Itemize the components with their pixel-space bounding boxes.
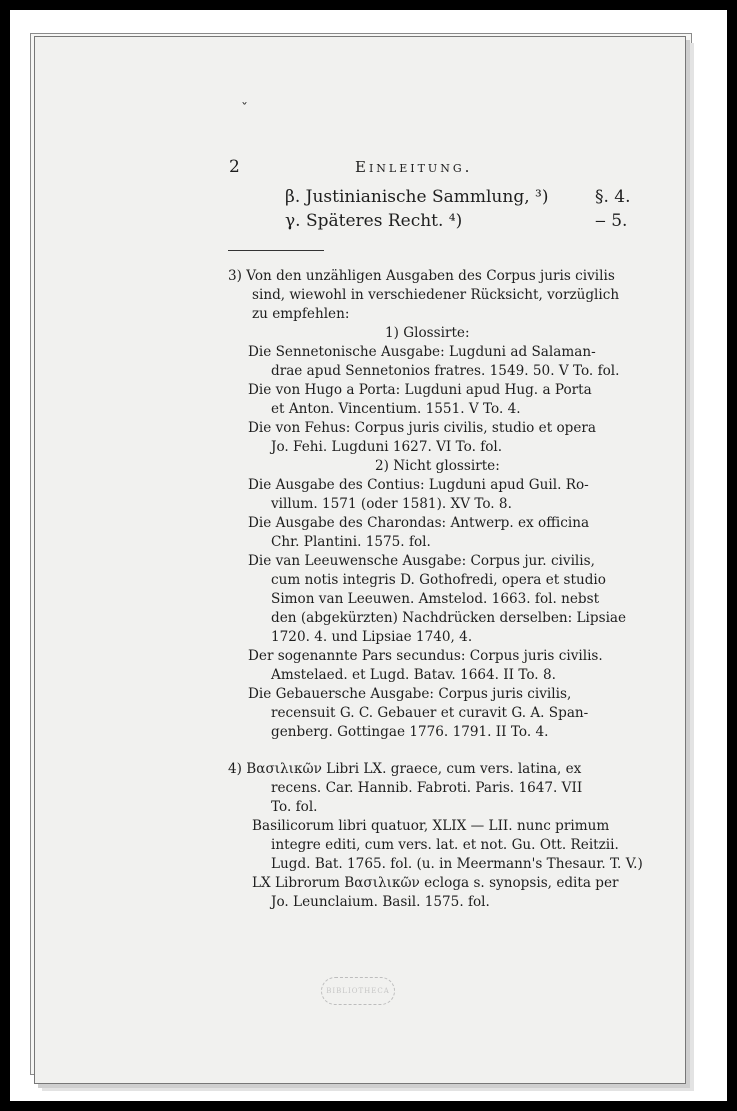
entry-line: drae apud Sennetonios fratres. 1549. 50. V To. fol. [271,363,620,379]
subheading-glossed: 1) Glossirte: [385,325,470,341]
entry-line: Die von Fehus: Corpus juris civilis, studio et opera [248,420,597,436]
entry-line: Die Ausgabe des Contius: Lugduni apud Guil. Ro- [248,477,589,493]
toc-line-text: β. Justinianische Sammlung, ³) [285,187,549,207]
footnote-4-line: To. fol. [271,799,318,815]
subheading-unglossed: 2) Nicht glossirte: [375,458,500,474]
page-number: 2 [229,157,240,177]
entry-line: den (abgekürzten) Nachdrücken derselben: Lipsiae [271,610,627,626]
entry-line: Die Sennetonische Ausgabe: Lugduni ad Salaman- [248,344,596,360]
entry-line: villum. 1571 (oder 1581). XV To. 8. [271,496,512,512]
footnote-4-line: LX Librorum Βασιλικῶν ecloga s. synopsis, edita per [252,875,619,891]
footnote-3-line: zu empfehlen: [252,306,350,322]
stamp-text: BIBLIOTHECA [326,987,390,995]
footnote-4-line: Lugd. Bat. 1765. fol. (u. in Meermann's Thesaur. T. V.) [271,856,643,872]
entry-line: Chr. Plantini. 1575. fol. [271,534,431,550]
toc-line-ref: §. 4. [595,187,631,207]
library-stamp [321,977,395,1005]
entry-line: Jo. Fehi. Lugduni 1627. VI To. fol. [271,439,503,455]
footnote-3-line: sind, wiewohl in verschiedener Rücksicht, vorzüglich [252,287,620,303]
footnote-4-line: recens. Car. Hannib. Fabroti. Paris. 1647. VII [271,780,583,796]
page-sheet [34,36,686,1084]
entry-line: genberg. Gottingae 1776. 1791. II To. 4. [271,724,549,740]
entry-line: recensuit G. C. Gebauer et curavit G. A. Span- [271,705,589,721]
entry-line: et Anton. Vincentium. 1551. V To. 4. [271,401,521,417]
toc-line-text: γ. Späteres Recht. ⁴) [285,211,463,231]
stray-mark: ˇ [241,101,248,117]
entry-line: Simon van Leeuwen. Amstelod. 1663. fol. nebst [271,591,600,607]
running-title: Einleitung. [355,158,473,176]
entry-line: Die van Leeuwensche Ausgabe: Corpus jur. civilis, [248,553,595,569]
footnote-4-line: 4) Βασιλικῶν Libri LX. graece, cum vers. latina, ex [228,761,582,777]
footnote-4-line: Basilicorum libri quatuor, XLIX — LII. nunc primum [252,818,610,834]
footnote-3-line: 3) Von den unzähligen Ausgaben des Corpus juris civilis [228,268,615,284]
entry-line: 1720. 4. und Lipsiae 1740, 4. [271,629,473,645]
footnote-4-line: integre editi, cum vers. lat. et not. Gu. Ott. Reitzii. [271,837,619,853]
entry-line: Die von Hugo a Porta: Lugduni apud Hug. a Porta [248,382,592,398]
entry-line: Die Ausgabe des Charondas: Antwerp. ex officina [248,515,590,531]
footnote-4-line: Jo. Leunclaium. Basil. 1575. fol. [271,894,490,910]
entry-line: Die Gebauersche Ausgabe: Corpus juris civilis, [248,686,572,702]
toc-line-ref: ‒ 5. [595,211,628,231]
entry-line: Der sogenannte Pars secundus: Corpus juris civilis. [248,648,603,664]
entry-line: cum notis integris D. Gothofredi, opera et studio [271,572,606,588]
entry-line: Amstelaed. et Lugd. Batav. 1664. II To. 8. [271,667,556,683]
footnote-rule [228,250,324,251]
